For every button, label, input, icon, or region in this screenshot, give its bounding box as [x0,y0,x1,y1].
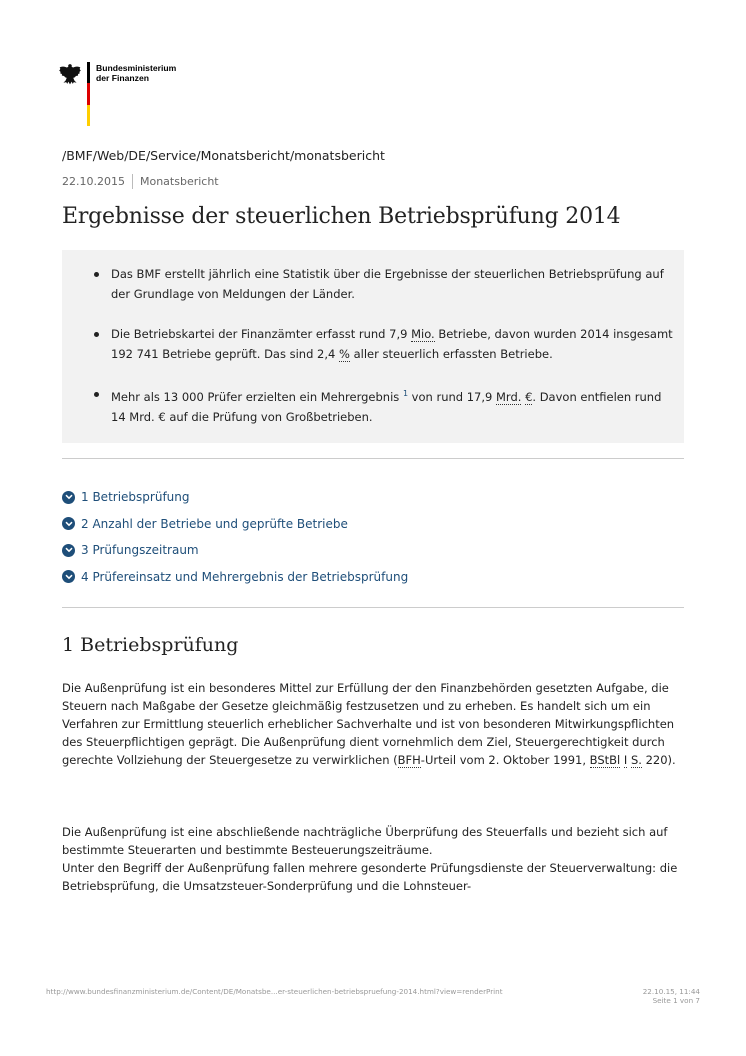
summary-text-2a: Die Betriebskartei der Finanzämter erfasst rund 7,9 [111,327,412,341]
chevron-down-icon [62,517,75,530]
article-meta [62,174,219,189]
logo-line-2: der Finanzen [96,73,150,83]
logo-text [96,63,176,83]
abbr-mrd[interactable]: Mrd. [496,389,522,404]
footer-datetime: 22.10.15, 11:44 [642,987,700,996]
para1-text-c: 220). [641,753,676,767]
toc-item-2[interactable] [62,511,408,538]
abbr-bstbl[interactable]: BStBl [589,753,621,767]
section-paragraph-3: Unter den Begriff der Außenprüfung fallen mehrere gesonderte Prüfungsdienste der Steuerverwaltung: die Betriebsprüfung, die Umsatzsteuer-Sonderprüfung und die Lohnsteuer- [62,861,678,893]
page-title: Ergebnisse der steuerlichen Betriebsprüfung 2014 [62,204,621,229]
flag-gold [87,105,90,126]
logo-line-1: Bundesministerium [96,63,177,73]
divider-bottom [62,607,684,608]
section-paragraph-2: Die Außenprüfung ist eine abschließende nachträgliche Überprüfung des Steuerfalls und bezieht sich auf bestimmte Steuerarten und bestimmte Besteuerungszeiträume. [62,825,668,857]
summary-text-3b: von rund 17,9 [408,389,496,404]
abbr-seite[interactable]: S. [630,753,642,767]
breadcrumb-path: /BMF/Web/DE/Service/Monatsbericht/monatsbericht [62,148,385,163]
footer-url: http://www.bundesfinanzministerium.de/Content/DE/Monatsbe...er-steuerlichen-betriebspruefung-2014.html?view=renderPrint [46,987,503,996]
summary-text-2c: aller steuerlich erfassten Betriebe. [349,347,553,361]
summary-bullet-1 [111,264,676,304]
footnote-link-1[interactable]: 1 [402,389,409,398]
summary-text-1: Das BMF erstellt jährlich eine Statistik über die Ergebnisse der steuerlichen Betriebsprüfung auf der Grundlage von Meldungen der Länder. [111,267,664,301]
flag-stripe [87,62,90,126]
summary-text-2b: Betriebe, davon wurden 2014 insgesamt 192 741 Betriebe geprüft. Das sind 2,4 [111,327,673,361]
summary-text-3a: Mehr als 13 000 Prüfer erzielten ein Mehrergebnis [111,389,403,404]
chevron-down-icon [62,491,75,504]
toc-label-3: 3 Prüfungszeitraum [81,543,199,558]
category-label: Monatsbericht [139,175,219,188]
abbr-mio[interactable]: Mio. [411,327,435,341]
summary-box [62,250,684,443]
section-paragraph-1 [62,679,692,769]
federal-eagle-icon [58,62,82,86]
summary-bullet-2 [111,324,676,364]
para1-text-b: -Urteil vom 2. Oktober 1991, [420,753,590,767]
chevron-down-icon [62,544,75,557]
flag-black [87,62,90,83]
publish-date: 22.10.2015 [62,175,125,188]
para1-text-a: Die Außenprüfung ist ein besonderes Mittel zur Erfüllung der den Finanzbehörden gesetzten Aufgabe, die Steuern nach Maßgabe der Gesetze gleichmäßig festzusetzen und zu erheben. Es handelt sich um ein Verfahren zur Ermittlung steuerlich erheblicher Sachverhalte und ist von besonderen Mitwirkungspflichten des Steuerpflichtigen geprägt. Die Außenprüfung dient vornehmlich dem Ziel, Steuergerechtigkeit durch gerechte Vollziehung der Steuergesetze zu verwirklichen ( [62,681,675,767]
meta-divider [132,174,133,189]
toc-item-4[interactable] [62,564,408,591]
footer-page-number: Seite 1 von 7 [652,996,700,1005]
toc-item-3[interactable] [62,537,408,564]
summary-bullet-3 [111,384,676,427]
section-heading: 1 Betriebsprüfung [62,634,239,656]
table-of-contents [62,484,408,590]
abbr-bfh[interactable]: BFH [397,753,421,767]
divider-top [62,458,684,459]
footer-meta [643,987,700,1005]
flag-red [87,83,90,104]
abbr-percent[interactable]: % [339,347,350,361]
toc-label-2: 2 Anzahl der Betriebe und geprüfte Betriebe [81,516,348,531]
toc-item-1[interactable] [62,484,408,511]
abbr-roman-i[interactable]: I [623,753,628,767]
chevron-down-icon [62,570,75,583]
toc-label-1: 1 Betriebsprüfung [81,490,190,505]
abbr-euro[interactable]: € [525,389,533,404]
summary-text-3c: . Davon entfielen rund 14 Mrd. € auf die Prüfung von Großbetrieben. [111,389,662,424]
toc-label-4: 4 Prüfereinsatz und Mehrergebnis der Betriebsprüfung [81,569,409,584]
